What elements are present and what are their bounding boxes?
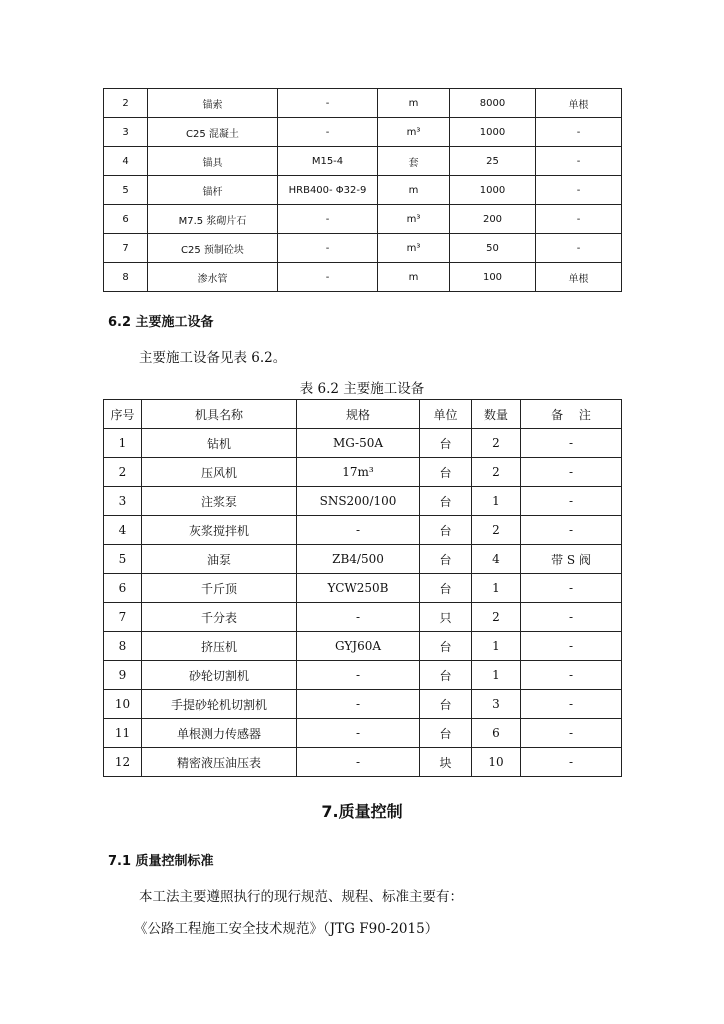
cell-index: 5 — [104, 545, 142, 574]
cell-unit: 台 — [420, 516, 472, 545]
cell-spec: - — [297, 690, 420, 719]
cell-remarks: - — [536, 147, 622, 176]
cell-name: M7.5 浆砌片石 — [148, 205, 278, 234]
cell-remarks: 单根 — [536, 89, 622, 118]
cell-quantity: 2 — [472, 516, 521, 545]
header-quantity: 数量 — [472, 400, 521, 429]
cell-unit: m³ — [378, 205, 450, 234]
cell-index: 3 — [104, 118, 148, 147]
cell-index: 6 — [104, 574, 142, 603]
cell-name: 千分表 — [142, 603, 297, 632]
table-row — [104, 545, 622, 574]
cell-unit: 台 — [420, 574, 472, 603]
table-6-2-caption: 表 6.2 主要施工设备 — [299, 381, 425, 397]
cell-spec: HRB400- Φ32-9 — [278, 176, 378, 205]
cell-quantity: 3 — [472, 690, 521, 719]
cell-remarks: - — [536, 234, 622, 263]
cell-spec: - — [297, 661, 420, 690]
cell-index: 2 — [104, 89, 148, 118]
cell-unit: m — [378, 176, 450, 205]
table-row — [104, 89, 622, 118]
header-unit: 单位 — [420, 400, 472, 429]
cell-remarks: - — [536, 118, 622, 147]
cell-quantity: 1000 — [450, 118, 536, 147]
cell-index: 3 — [104, 487, 142, 516]
cell-unit: m — [378, 263, 450, 292]
equipment-table — [103, 399, 622, 777]
cell-spec: - — [297, 748, 420, 777]
cell-unit: 台 — [420, 719, 472, 748]
cell-name: 渗水管 — [148, 263, 278, 292]
cell-remarks: - — [521, 719, 622, 748]
section-7-1-para-2: 《公路工程施工安全技术规范》（JTG F90-2015） — [134, 921, 439, 937]
cell-index: 2 — [104, 458, 142, 487]
cell-quantity: 2 — [472, 603, 521, 632]
cell-quantity: 1 — [472, 574, 521, 603]
cell-spec: SNS200/100 — [297, 487, 420, 516]
cell-spec: ZB4/500 — [297, 545, 420, 574]
cell-unit: 台 — [420, 487, 472, 516]
table-row — [104, 748, 622, 777]
header-equipment-name: 机具名称 — [142, 400, 297, 429]
cell-remarks: - — [536, 205, 622, 234]
cell-name: 手提砂轮机切割机 — [142, 690, 297, 719]
cell-spec: - — [278, 263, 378, 292]
cell-index: 7 — [104, 603, 142, 632]
cell-quantity: 4 — [472, 545, 521, 574]
cell-index: 10 — [104, 690, 142, 719]
table-row — [104, 661, 622, 690]
cell-name: 锚索 — [148, 89, 278, 118]
cell-name: 锚杆 — [148, 176, 278, 205]
cell-remarks: - — [521, 574, 622, 603]
section-7-1-heading: 7.1 质量控制标准 — [108, 854, 214, 869]
table-row — [104, 574, 622, 603]
cell-remarks: - — [521, 690, 622, 719]
section-7-1-para-1: 本工法主要遵照执行的现行规范、规程、标准主要有： — [139, 889, 463, 905]
materials-table — [103, 88, 622, 292]
cell-quantity: 2 — [472, 458, 521, 487]
cell-quantity: 25 — [450, 147, 536, 176]
table-row — [104, 487, 622, 516]
cell-unit: m³ — [378, 234, 450, 263]
chapter-7-title: 7.质量控制 — [321, 802, 403, 821]
cell-unit: 只 — [420, 603, 472, 632]
cell-unit: 台 — [420, 545, 472, 574]
cell-spec: - — [297, 516, 420, 545]
cell-remarks: - — [521, 429, 622, 458]
cell-spec: M15-4 — [278, 147, 378, 176]
table-row — [104, 429, 622, 458]
cell-remarks: - — [521, 632, 622, 661]
cell-quantity: 2 — [472, 429, 521, 458]
cell-unit: 台 — [420, 458, 472, 487]
cell-spec: - — [278, 205, 378, 234]
table-row — [104, 147, 622, 176]
cell-name: 钻机 — [142, 429, 297, 458]
cell-unit: m³ — [378, 118, 450, 147]
cell-name: C25 预制砼块 — [148, 234, 278, 263]
table-row — [104, 118, 622, 147]
table-row — [104, 234, 622, 263]
table-row — [104, 205, 622, 234]
cell-quantity: 1 — [472, 632, 521, 661]
cell-name: 灰浆搅拌机 — [142, 516, 297, 545]
cell-unit: m — [378, 89, 450, 118]
cell-remarks: - — [536, 176, 622, 205]
cell-index: 4 — [104, 147, 148, 176]
cell-remarks: 单根 — [536, 263, 622, 292]
cell-quantity: 200 — [450, 205, 536, 234]
equipment-table-header — [104, 400, 622, 429]
cell-quantity: 10 — [472, 748, 521, 777]
cell-index: 8 — [104, 632, 142, 661]
table-row — [104, 516, 622, 545]
cell-spec: MG-50A — [297, 429, 420, 458]
table-row — [104, 690, 622, 719]
cell-spec: - — [278, 234, 378, 263]
table-row — [104, 603, 622, 632]
table-row — [104, 176, 622, 205]
section-6-2-heading: 6.2 主要施工设备 — [108, 315, 214, 330]
cell-spec: GYJ60A — [297, 632, 420, 661]
materials-table-body — [104, 89, 622, 292]
cell-name: 油泵 — [142, 545, 297, 574]
cell-index: 4 — [104, 516, 142, 545]
cell-remarks: - — [521, 661, 622, 690]
cell-index: 12 — [104, 748, 142, 777]
cell-name: 砂轮切割机 — [142, 661, 297, 690]
header-index: 序号 — [104, 400, 142, 429]
cell-spec: - — [278, 89, 378, 118]
section-6-2-intro: 主要施工设备见表 6.2。 — [139, 350, 287, 366]
table-row — [104, 458, 622, 487]
cell-remarks: - — [521, 516, 622, 545]
header-remarks: 备 注 — [521, 400, 622, 429]
cell-quantity: 1000 — [450, 176, 536, 205]
cell-unit: 台 — [420, 661, 472, 690]
cell-remarks: - — [521, 458, 622, 487]
cell-remarks: - — [521, 487, 622, 516]
cell-remarks: - — [521, 603, 622, 632]
cell-remarks: 带 S 阀 — [521, 545, 622, 574]
cell-name: 挤压机 — [142, 632, 297, 661]
cell-name: 压风机 — [142, 458, 297, 487]
cell-name: 锚具 — [148, 147, 278, 176]
cell-name: 注浆泵 — [142, 487, 297, 516]
cell-index: 6 — [104, 205, 148, 234]
cell-index: 11 — [104, 719, 142, 748]
cell-index: 1 — [104, 429, 142, 458]
cell-unit: 台 — [420, 690, 472, 719]
cell-name: 精密液压油压表 — [142, 748, 297, 777]
equipment-table-body — [104, 429, 622, 777]
cell-unit: 台 — [420, 632, 472, 661]
cell-unit: 块 — [420, 748, 472, 777]
cell-name: C25 混凝土 — [148, 118, 278, 147]
cell-index: 9 — [104, 661, 142, 690]
cell-name: 千斤顶 — [142, 574, 297, 603]
cell-quantity: 6 — [472, 719, 521, 748]
cell-quantity: 8000 — [450, 89, 536, 118]
cell-quantity: 1 — [472, 661, 521, 690]
cell-name: 单根测力传感器 — [142, 719, 297, 748]
table-row — [104, 263, 622, 292]
cell-spec: - — [297, 603, 420, 632]
cell-quantity: 1 — [472, 487, 521, 516]
cell-index: 8 — [104, 263, 148, 292]
cell-unit: 台 — [420, 429, 472, 458]
cell-index: 7 — [104, 234, 148, 263]
cell-spec: - — [297, 719, 420, 748]
cell-quantity: 100 — [450, 263, 536, 292]
cell-spec: 17m³ — [297, 458, 420, 487]
cell-remarks: - — [521, 748, 622, 777]
cell-spec: - — [278, 118, 378, 147]
cell-spec: YCW250B — [297, 574, 420, 603]
cell-index: 5 — [104, 176, 148, 205]
cell-quantity: 50 — [450, 234, 536, 263]
cell-unit: 套 — [378, 147, 450, 176]
table-row — [104, 719, 622, 748]
table-row — [104, 632, 622, 661]
header-specification: 规格 — [297, 400, 420, 429]
